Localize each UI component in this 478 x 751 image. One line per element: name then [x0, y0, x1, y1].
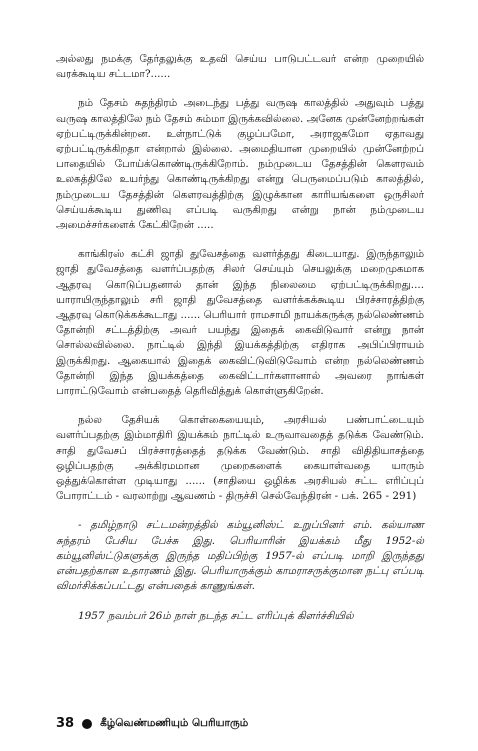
body-text [56, 52, 424, 624]
book-title: கீழ்வெண்மணியும் பெரியாரும் [100, 717, 249, 729]
paragraph-6: 1957 நவம்பர் 26ம் நாள் நடந்த சட்ட எரிப்புக் கிளர்ச்சியில் [78, 609, 354, 622]
page-number: 38 [56, 716, 75, 731]
paragraph-1: அல்லது நமக்கு தேர்தலுக்கு உதவி செய்ய பாடுபட்டவர் என்ற முறையில் வரக்கூடிய சட்டமா?...... [56, 53, 424, 81]
paragraph-5: - தமிழ்நாடு சட்டமன்றத்தில் கம்யூனிஸ்ட் உறுப்பினர் எம். கல்யாண சுந்தரம் பேசிய பேச்சு இது. பெரியாரின் இயக்கம் மீது 1952-ல் கம்யூனிஸ்ட்டுகளுக்கு இருந்த மதிப்பிற்கு 1957-ல் எப்படி மாறி இருந்தது என்பதற்கான உதாரணம் இது. பெரியாருக்கும் காமராசருக்குமான நட்பு எப்படி விமர்சிக்கப்பட்டது என்பதைக் காணுங்கள். [56, 519, 424, 593]
bullet-icon [82, 719, 92, 729]
page-footer [56, 716, 424, 731]
paragraph-2: நம் தேசம் சுதந்திரம் அடைந்து பத்து வருஷ காலத்தில் அதுவும் பத்து வருஷ காலத்திலே நம் தேசம் சும்மா இருக்கவில்லை. அனேக முன்னேற்றங்கள் ஏற்பட்டிருக்கின்றன. உள்நாட்டுக் குழப்பமோ, அராஜகமோ ஏதாவது ஏற்பட்டிருக்கிறதா என்றால் இல்லை. அமைதியான முறையில் முன்னேற்றப் பாதையில் போய்க்கொண்டிருக்கிறோம். நம்முடைய தேசத்தின் கௌரவம் உலகத்திலே உயர்ந்து கொண்டிருக்கிறது என்று பெருமைப்படும் காலத்தில், நம்முடைய தேசத்தின் கௌரவத்திற்கு இழுக்கான காரியங்களை ஒருசிலர் செய்யக்கூடிய துணிவு எப்படி வருகிறது என்று நான் நம்முடைய அமைச்சர்களைக் கேட்கிறேன் ..... [56, 97, 424, 232]
paragraph-4: நல்ல தேசியக் கொள்கையையும், அரசியல் பண்பாட்டையும் வளர்ப்பதற்கு இம்மாதிரி இயக்கம் நாட்டில் உருவாவதைத் தடுக்க வேண்டும். சாதி துவேசப் பிரச்சாரத்தைத் தடுக்க வேண்டும். சாதி விதிதியாசத்தை ஒழிப்பதற்கு அக்கிரமமான முறைகளைக் கையாள்வதை யாரும் ஒத்துக்கொள்ள முடியாது ...... (சாதியை ஒழிக்க அரசியல் சட்ட எரிப்புப் போராட்டம் - வரலாற்று ஆவணம் - திருச்சி செல்வேந்திரன் - பக். 265 - 291) [56, 414, 424, 503]
paragraph-3: காங்கிரஸ் கட்சி ஜாதி துவேசத்தை வளர்த்தது கிடையாது. இருந்தாலும் ஜாதி துவேசத்தை வளர்ப்பதற்கு சிலர் செய்யும் செயலுக்கு மறைமுகமாக ஆதரவு கொடுப்பதனால் தான் இந்த நிலைமை ஏற்பட்டிருக்கிறது.... யாராயிருந்தாலும் சரி ஜாதி துவேசத்தை வளர்க்கக்கூடிய பிரச்சாரத்திற்கு ஆதரவு கொடுக்கக்கூடாது ...... பெரியார் ராமசாமி நாயக்கருக்கு நல்லெண்ணம் தோன்றி சட்டத்திற்கு அவர் பயந்து இதைக் கைவிடுவார் என்று நான் சொல்லவில்லை. நாட்டில் இந்தி இயக்கத்திற்கு எதிராக அபிப்பிராயம் இருக்கிறது. ஆகையால் இதைக் கைவிட்டுவிடுவோம் என்ற நல்லெண்ணம் தோன்றி இந்த இயக்கத்தை கைவிட்டார்களானால் அவரை நாங்கள் பாராட்டுவோம் என்பதைத் தெரிவித்துக் கொள்ளுகிறேன். [56, 248, 424, 398]
